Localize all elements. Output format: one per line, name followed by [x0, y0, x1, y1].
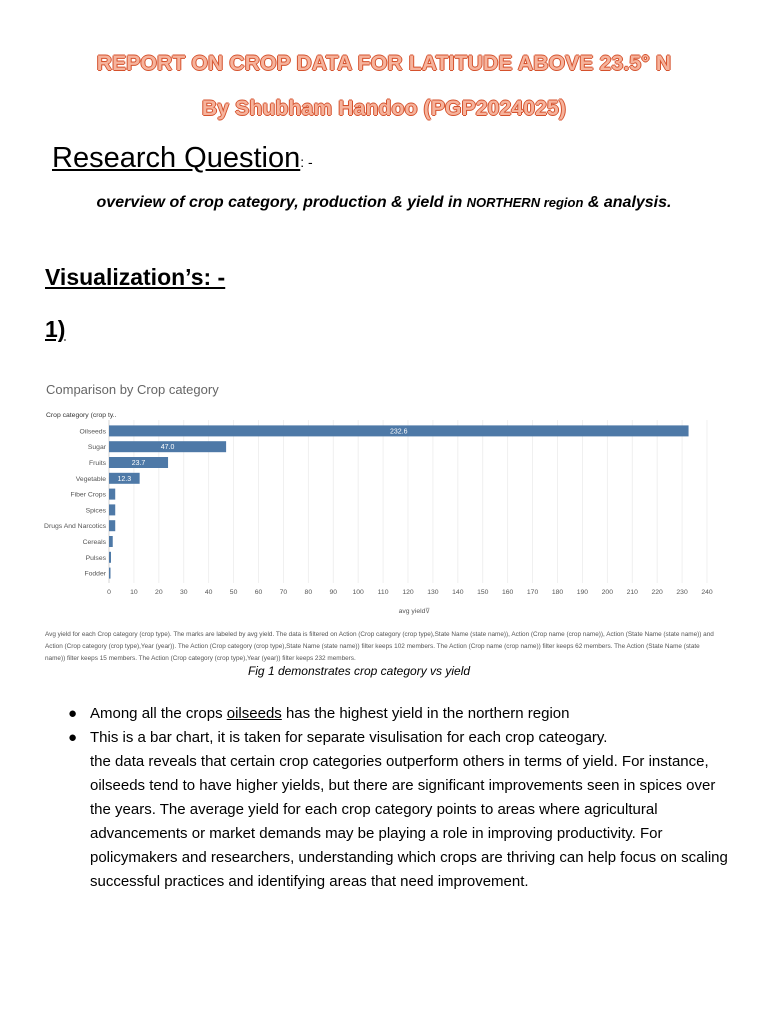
category-label: Pulses [85, 554, 106, 562]
category-label: Vegetable [75, 475, 106, 483]
bullet-text-end: has the highest yield in the northern region [281, 705, 570, 722]
x-tick-label: 10 [130, 589, 138, 596]
bar-cereals [109, 536, 113, 547]
chart-x-axis-label: avg yield [398, 608, 426, 615]
category-label: Oilseeds [79, 428, 106, 436]
bar-pulses [109, 552, 111, 563]
category-label: Drugs And Narcotics [44, 523, 106, 531]
x-tick-label: 80 [304, 589, 313, 596]
report-title: REPORT ON CROP DATA FOR LATITUDE ABOVE 23.5° N [96, 52, 672, 75]
x-tick-label: 120 [402, 589, 414, 596]
research-overview [0, 194, 768, 212]
x-tick-label: 100 [352, 589, 364, 596]
bar-data-label: 23.7 [131, 460, 146, 467]
x-tick-label: 200 [601, 589, 614, 596]
chart-row-header: Crop category (crop ty.. [46, 412, 117, 419]
x-tick-label: 140 [452, 589, 464, 596]
overview-text-2: & analysis. [583, 194, 672, 211]
research-question-title: Research Question [52, 142, 301, 174]
x-tick-label: 0 [107, 589, 111, 596]
bullet-dot: ● [68, 705, 78, 722]
x-tick-label: 190 [576, 589, 589, 596]
research-question-heading [52, 142, 313, 175]
bullet-item [58, 726, 738, 894]
x-tick-label: 40 [204, 589, 213, 596]
visualizations-heading: Visualization’s: - [45, 264, 226, 290]
x-tick-label: 20 [155, 589, 163, 596]
x-tick-label: 130 [427, 589, 439, 596]
crop-yield-chart [40, 372, 720, 627]
section-number: 1) [45, 316, 66, 342]
x-tick-label: 50 [229, 589, 238, 596]
bullet-dot: ● [68, 729, 78, 746]
category-label: Fiber Crops [70, 491, 106, 499]
bar-drugs-and-narcotics [109, 520, 115, 531]
bar-fodder [109, 568, 110, 579]
oilseeds-underlined: oilseeds [226, 705, 282, 722]
bullet-text: Among all the crops [90, 705, 227, 722]
chart-title: Comparison by Crop category [46, 382, 219, 397]
x-tick-label: 30 [179, 589, 188, 596]
bullet-list [58, 702, 738, 894]
x-tick-label: 210 [626, 589, 638, 596]
x-tick-label: 150 [477, 589, 489, 596]
bullet-text: This is a bar chart, it is taken for separate visulisation for each crop cateogary. [90, 729, 608, 746]
category-label: Fruits [89, 460, 106, 467]
x-tick-label: 90 [329, 589, 338, 596]
x-tick-label: 180 [551, 589, 564, 596]
chart-x-ticks [107, 589, 713, 596]
category-label: Sugar [87, 444, 106, 452]
x-tick-label: 230 [676, 589, 688, 596]
bar-data-label: 232.6 [390, 428, 408, 436]
bar-data-label: 12.3 [117, 475, 132, 483]
category-label: Fodder [84, 570, 106, 578]
chart-caption-note: Avg yield for each Crop category (crop type). The marks are labeled by avg yield. The data is filtered on Action (Crop category (crop type),State Name (state name)), Action (Crop name (crop name)), Action (State Name (state name)) and Action (Crop category (crop type),Year (year)). The Action (Crop category (crop type),State Name (state name)) filter keeps 102 members. The Action (Crop name (crop name)) filter keeps 62 members. The Action (State Name (state name)) filter keeps 15 members. The Action (Crop category (crop type),Year (year)) filter keeps 232 members. [45, 631, 714, 662]
figure-caption: Fig 1 demonstrates crop category vs yield [247, 664, 471, 678]
x-tick-label: 170 [526, 589, 539, 596]
chart-bars [109, 425, 689, 578]
research-question-suffix: : - [300, 154, 313, 170]
bar-fiber-crops [109, 489, 115, 500]
x-tick-label: 160 [501, 589, 514, 596]
filter-icon: ⊽ [425, 608, 431, 615]
report-author: By Shubham Handoo (PGP2024025) [201, 97, 567, 120]
bullet-item [58, 702, 738, 726]
x-tick-label: 240 [701, 589, 713, 596]
bar-spices [109, 504, 115, 515]
x-tick-label: 220 [651, 589, 663, 596]
chart-category-labels [44, 428, 107, 577]
overview-text-1: overview of crop category, production & yield in [96, 194, 467, 211]
category-label: Spices [85, 507, 106, 515]
bullet-paragraph: the data reveals that certain crop categories outperform others in terms of yield. For instance, oilseeds tend to have higher yields, but there are significant improvements seen in spices over the years. The average yield for each crop category points to areas where agricultural advancements or market demands may be playing a role in improving productivity. For policymakers and researchers, understanding which crops are thriving can help focus on scaling successful practices and identifying areas that need improvement. [90, 753, 728, 890]
category-label: Cereals [82, 539, 106, 546]
x-tick-label: 60 [254, 589, 263, 596]
x-tick-label: 110 [377, 589, 389, 596]
bar-data-label: 47.0 [160, 444, 175, 452]
x-tick-label: 70 [279, 589, 288, 596]
overview-region: NORTHERN region [466, 195, 584, 210]
